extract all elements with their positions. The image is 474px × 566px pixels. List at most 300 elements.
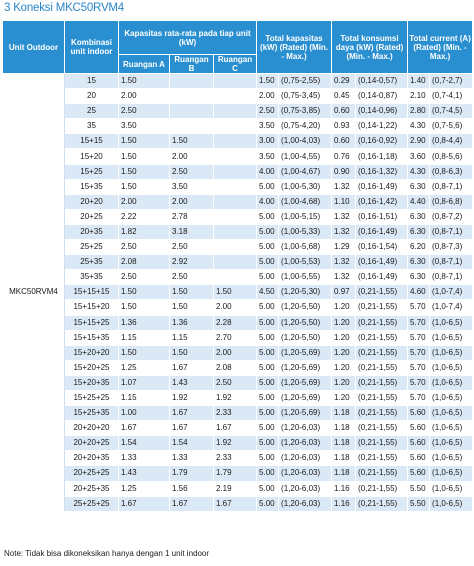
table-row — [3, 315, 473, 330]
cell-konsumsi-rated: 1.20 — [332, 300, 356, 315]
cell-current-range: (1,0-7,4) — [430, 300, 473, 315]
cell-total-kapasitas-rated: 5.00 — [257, 300, 279, 315]
cell-ruangan-b — [170, 74, 214, 89]
cell-total-kapasitas-range: (1,20-5,69) — [279, 390, 332, 405]
cell-total-kapasitas-range: (0,75-3,85) — [279, 104, 332, 119]
cell-konsumsi-range: (0,14-0,96) — [356, 104, 408, 119]
cell-ruangan-c: 1.92 — [214, 390, 257, 405]
cell-ruangan-a: 1.50 — [119, 164, 170, 179]
cell-kombinasi: 15 — [65, 74, 119, 89]
cell-konsumsi-range: (0,21-1,55) — [356, 375, 408, 390]
cell-ruangan-c: 2.28 — [214, 315, 257, 330]
cell-total-kapasitas-rated: 5.00 — [257, 315, 279, 330]
cell-ruangan-c: 2.08 — [214, 360, 257, 375]
cell-kombinasi: 35 — [65, 119, 119, 134]
cell-total-kapasitas-rated: 1.50 — [257, 74, 279, 89]
cell-ruangan-c: 1.67 — [214, 421, 257, 436]
cell-total-kapasitas-rated: 5.00 — [257, 360, 279, 375]
cell-kombinasi: 15+25 — [65, 164, 119, 179]
cell-konsumsi-range: (0,16-1,18) — [356, 149, 408, 164]
cell-current-range: (1,0-6,5) — [430, 421, 473, 436]
cell-total-kapasitas-range: (1,00-4,55) — [279, 149, 332, 164]
cell-ruangan-c: 1.67 — [214, 496, 257, 511]
cell-kombinasi: 25+25 — [65, 240, 119, 255]
table-body — [3, 74, 473, 512]
cell-total-kapasitas-range: (1,20-6,03) — [279, 481, 332, 496]
cell-konsumsi-rated: 0.60 — [332, 134, 356, 149]
cell-total-kapasitas-range: (1,00-5,68) — [279, 240, 332, 255]
cell-konsumsi-rated: 1.18 — [332, 436, 356, 451]
cell-current-range: (0,8-5,6) — [430, 149, 473, 164]
cell-total-kapasitas-rated: 5.00 — [257, 345, 279, 360]
cell-ruangan-a: 2.00 — [119, 194, 170, 209]
cell-total-kapasitas-rated: 2.50 — [257, 104, 279, 119]
cell-konsumsi-range: (0,16-1,49) — [356, 255, 408, 270]
cell-ruangan-c — [214, 134, 257, 149]
cell-total-kapasitas-range: (1,20-5,50) — [279, 330, 332, 345]
cell-ruangan-c — [214, 74, 257, 89]
cell-konsumsi-range: (0,16-1,42) — [356, 194, 408, 209]
cell-total-kapasitas-rated: 5.00 — [257, 270, 279, 285]
cell-ruangan-a: 1.67 — [119, 421, 170, 436]
cell-ruangan-a: 3.50 — [119, 119, 170, 134]
cell-kombinasi: 15+25+35 — [65, 406, 119, 421]
cell-konsumsi-rated: 0.60 — [332, 104, 356, 119]
cell-ruangan-c: 2.50 — [214, 375, 257, 390]
cell-current-range: (0,8-7,2) — [430, 209, 473, 224]
cell-ruangan-a: 1.07 — [119, 375, 170, 390]
cell-kombinasi: 15+15 — [65, 134, 119, 149]
cell-total-kapasitas-range: (1,20-5,69) — [279, 375, 332, 390]
cell-ruangan-c — [214, 240, 257, 255]
cell-konsumsi-range: (0,16-1,49) — [356, 270, 408, 285]
table-row — [3, 300, 473, 315]
cell-current-rated: 5.60 — [408, 466, 430, 481]
table-row — [3, 240, 473, 255]
cell-kombinasi: 15+20+35 — [65, 375, 119, 390]
table-row — [3, 496, 473, 511]
page-title: 3 Koneksi MKC50RVM4 — [4, 2, 124, 14]
cell-ruangan-b: 1.36 — [170, 315, 214, 330]
cell-total-kapasitas-rated: 5.00 — [257, 451, 279, 466]
cell-konsumsi-rated: 1.32 — [332, 209, 356, 224]
cell-kombinasi: 20+20 — [65, 194, 119, 209]
cell-konsumsi-rated: 0.29 — [332, 74, 356, 89]
cell-total-kapasitas-rated: 4.00 — [257, 164, 279, 179]
cell-current-rated: 5.70 — [408, 360, 430, 375]
cell-total-kapasitas-range: (1,00-5,33) — [279, 224, 332, 239]
cell-ruangan-b: 2.92 — [170, 255, 214, 270]
cell-ruangan-b — [170, 104, 214, 119]
cell-ruangan-c: 1.92 — [214, 436, 257, 451]
cell-konsumsi-rated: 1.32 — [332, 179, 356, 194]
cell-kombinasi: 15+20+25 — [65, 360, 119, 375]
cell-ruangan-b: 2.50 — [170, 164, 214, 179]
cell-kombinasi: 20+20+35 — [65, 451, 119, 466]
cell-current-range: (0,8-7,1) — [430, 255, 473, 270]
cell-konsumsi-range: (0,21-1,55) — [356, 285, 408, 300]
cell-total-kapasitas-range: (1,00-5,55) — [279, 270, 332, 285]
table-row — [3, 134, 473, 149]
cell-current-range: (0,8-7,3) — [430, 240, 473, 255]
cell-current-rated: 1.40 — [408, 74, 430, 89]
table-row — [3, 164, 473, 179]
cell-total-kapasitas-rated: 5.00 — [257, 375, 279, 390]
cell-ruangan-c — [214, 104, 257, 119]
cell-konsumsi-rated: 1.32 — [332, 224, 356, 239]
header-kombinasi: Kombinasi unit indoor — [65, 21, 119, 74]
cell-ruangan-c: 2.00 — [214, 300, 257, 315]
header-ruangan-b: Ruangan B — [170, 55, 214, 74]
cell-ruangan-a: 1.50 — [119, 134, 170, 149]
cell-current-range: (0,8-7,1) — [430, 270, 473, 285]
cell-ruangan-b: 1.67 — [170, 496, 214, 511]
cell-konsumsi-range: (0,21-1,55) — [356, 330, 408, 345]
cell-total-kapasitas-range: (1,20-5,50) — [279, 300, 332, 315]
cell-konsumsi-range: (0,14-0,87) — [356, 89, 408, 104]
cell-current-rated: 5.60 — [408, 436, 430, 451]
cell-current-range: (0,7-4,1) — [430, 89, 473, 104]
cell-ruangan-a: 1.33 — [119, 451, 170, 466]
cell-current-range: (1,0-6,5) — [430, 481, 473, 496]
table-row — [3, 179, 473, 194]
cell-ruangan-a: 2.50 — [119, 104, 170, 119]
cell-konsumsi-range: (0,16-1,32) — [356, 164, 408, 179]
cell-current-rated: 5.70 — [408, 315, 430, 330]
cell-konsumsi-rated: 0.93 — [332, 119, 356, 134]
cell-konsumsi-range: (0,16-1,49) — [356, 224, 408, 239]
cell-ruangan-c: 2.33 — [214, 406, 257, 421]
cell-kombinasi: 20+35 — [65, 224, 119, 239]
cell-total-kapasitas-rated: 5.00 — [257, 421, 279, 436]
cell-ruangan-c — [214, 179, 257, 194]
cell-current-rated: 4.40 — [408, 194, 430, 209]
cell-konsumsi-rated: 1.10 — [332, 194, 356, 209]
cell-current-range: (1,0-6,5) — [430, 451, 473, 466]
cell-ruangan-b: 2.50 — [170, 270, 214, 285]
cell-total-kapasitas-range: (1,20-6,03) — [279, 466, 332, 481]
cell-current-range: (1,0-6,5) — [430, 436, 473, 451]
cell-total-kapasitas-rated: 3.00 — [257, 134, 279, 149]
cell-kombinasi: 15+20+20 — [65, 345, 119, 360]
cell-konsumsi-rated: 0.97 — [332, 285, 356, 300]
header-total-kapasitas: Total kapasitas (kW) (Rated) (Min. - Max.) — [257, 21, 332, 74]
cell-kombinasi: 25 — [65, 104, 119, 119]
cell-kombinasi: 15+15+35 — [65, 330, 119, 345]
cell-ruangan-a: 2.50 — [119, 240, 170, 255]
cell-current-range: (1,0-6,5) — [430, 496, 473, 511]
cell-ruangan-b: 1.54 — [170, 436, 214, 451]
cell-current-range: (1,0-6,5) — [430, 330, 473, 345]
cell-current-rated: 5.60 — [408, 406, 430, 421]
cell-total-kapasitas-rated: 5.00 — [257, 436, 279, 451]
cell-konsumsi-range: (0,14-1,22) — [356, 119, 408, 134]
cell-current-range: (1,0-6,5) — [430, 360, 473, 375]
table-row — [3, 360, 473, 375]
cell-total-kapasitas-rated: 5.00 — [257, 330, 279, 345]
cell-total-kapasitas-rated: 5.00 — [257, 481, 279, 496]
table-row — [3, 224, 473, 239]
cell-kombinasi: 15+20 — [65, 149, 119, 164]
table-row — [3, 390, 473, 405]
cell-ruangan-a: 1.15 — [119, 330, 170, 345]
cell-total-kapasitas-range: (1,00-5,53) — [279, 255, 332, 270]
cell-total-kapasitas-rated: 4.00 — [257, 194, 279, 209]
cell-kombinasi: 20 — [65, 89, 119, 104]
cell-ruangan-b — [170, 119, 214, 134]
cell-ruangan-a: 1.50 — [119, 179, 170, 194]
cell-kombinasi: 15+35 — [65, 179, 119, 194]
cell-konsumsi-rated: 1.16 — [332, 481, 356, 496]
table-row — [3, 406, 473, 421]
cell-current-rated: 2.80 — [408, 104, 430, 119]
cell-ruangan-b: 2.78 — [170, 209, 214, 224]
cell-total-kapasitas-range: (1,20-6,03) — [279, 421, 332, 436]
header-unit-outdoor: Unit Outdoor — [3, 21, 65, 74]
cell-konsumsi-range: (0,21-1,55) — [356, 451, 408, 466]
cell-current-rated: 3.60 — [408, 149, 430, 164]
cell-current-rated: 6.30 — [408, 255, 430, 270]
cell-total-kapasitas-rated: 5.00 — [257, 496, 279, 511]
cell-current-range: (1,0-7,4) — [430, 285, 473, 300]
cell-konsumsi-range: (0,21-1,55) — [356, 496, 408, 511]
cell-total-kapasitas-rated: 3.50 — [257, 119, 279, 134]
cell-current-range: (1,0-6,5) — [430, 375, 473, 390]
cell-current-rated: 5.70 — [408, 390, 430, 405]
cell-kombinasi: 15+15+25 — [65, 315, 119, 330]
cell-konsumsi-range: (0,21-1,55) — [356, 481, 408, 496]
cell-current-range: (0,7-4,5) — [430, 104, 473, 119]
cell-konsumsi-rated: 1.32 — [332, 270, 356, 285]
cell-konsumsi-rated: 1.18 — [332, 406, 356, 421]
cell-total-kapasitas-range: (1,20-6,03) — [279, 436, 332, 451]
cell-ruangan-c — [214, 224, 257, 239]
cell-total-kapasitas-range: (0,75-2,55) — [279, 74, 332, 89]
table-row — [3, 451, 473, 466]
cell-konsumsi-rated: 1.18 — [332, 466, 356, 481]
cell-total-kapasitas-range: (1,00-5,15) — [279, 209, 332, 224]
cell-ruangan-c — [214, 164, 257, 179]
cell-konsumsi-range: (0,16-1,49) — [356, 179, 408, 194]
cell-konsumsi-rated: 0.45 — [332, 89, 356, 104]
cell-current-range: (0,7-2,7) — [430, 74, 473, 89]
cell-current-range: (1,0-6,5) — [430, 406, 473, 421]
cell-ruangan-a: 1.00 — [119, 406, 170, 421]
cell-ruangan-b: 2.00 — [170, 194, 214, 209]
cell-kombinasi: 15+25+25 — [65, 390, 119, 405]
cell-ruangan-b: 1.67 — [170, 421, 214, 436]
footnote: Note: Tidak bisa dikoneksikan hanya dengan 1 unit indoor — [4, 549, 210, 558]
cell-konsumsi-range: (0,21-1,55) — [356, 466, 408, 481]
cell-kombinasi: 25+25+25 — [65, 496, 119, 511]
cell-ruangan-a: 2.22 — [119, 209, 170, 224]
cell-current-rated: 6.30 — [408, 179, 430, 194]
cell-ruangan-b: 1.56 — [170, 481, 214, 496]
cell-current-rated: 5.70 — [408, 330, 430, 345]
cell-current-rated: 6.30 — [408, 270, 430, 285]
cell-ruangan-a: 1.54 — [119, 436, 170, 451]
cell-ruangan-a: 2.00 — [119, 89, 170, 104]
header-total-current: Total current (A) (Rated) (Min. - Max.) — [408, 21, 473, 74]
cell-total-kapasitas-rated: 5.00 — [257, 466, 279, 481]
cell-ruangan-b: 3.50 — [170, 179, 214, 194]
cell-current-rated: 5.70 — [408, 375, 430, 390]
cell-ruangan-c: 1.50 — [214, 285, 257, 300]
cell-kombinasi: 20+20+25 — [65, 436, 119, 451]
cell-ruangan-a: 1.15 — [119, 390, 170, 405]
header-kapasitas-rata: Kapasitas rata-rata pada tiap unit (kW) — [119, 21, 257, 55]
cell-total-kapasitas-range: (1,00-4,03) — [279, 134, 332, 149]
cell-total-kapasitas-rated: 5.00 — [257, 224, 279, 239]
cell-konsumsi-rated: 1.20 — [332, 345, 356, 360]
cell-konsumsi-rated: 1.20 — [332, 390, 356, 405]
cell-konsumsi-range: (0,21-1,55) — [356, 345, 408, 360]
cell-ruangan-a: 1.50 — [119, 345, 170, 360]
cell-current-range: (1,0-6,5) — [430, 345, 473, 360]
cell-konsumsi-rated: 1.20 — [332, 315, 356, 330]
cell-total-kapasitas-range: (1,20-5,30) — [279, 285, 332, 300]
cell-ruangan-b: 1.33 — [170, 451, 214, 466]
cell-ruangan-b: 1.15 — [170, 330, 214, 345]
cell-current-range: (0,8-6,8) — [430, 194, 473, 209]
cell-total-kapasitas-rated: 5.00 — [257, 255, 279, 270]
cell-current-rated: 4.30 — [408, 119, 430, 134]
cell-total-kapasitas-rated: 2.00 — [257, 89, 279, 104]
cell-total-kapasitas-rated: 5.00 — [257, 209, 279, 224]
cell-current-rated: 4.30 — [408, 164, 430, 179]
cell-konsumsi-range: (0,16-1,51) — [356, 209, 408, 224]
cell-ruangan-c — [214, 194, 257, 209]
connection-spec-table — [2, 20, 473, 512]
cell-total-kapasitas-rated: 5.00 — [257, 240, 279, 255]
cell-current-rated: 2.90 — [408, 134, 430, 149]
cell-current-range: (0,8-6,3) — [430, 164, 473, 179]
table-row — [3, 436, 473, 451]
cell-ruangan-b: 1.92 — [170, 390, 214, 405]
cell-ruangan-b — [170, 89, 214, 104]
cell-konsumsi-rated: 1.18 — [332, 421, 356, 436]
cell-current-rated: 2.10 — [408, 89, 430, 104]
cell-kombinasi: 25+35 — [65, 255, 119, 270]
cell-ruangan-a: 1.67 — [119, 496, 170, 511]
cell-ruangan-b: 1.43 — [170, 375, 214, 390]
cell-kombinasi: 15+15+20 — [65, 300, 119, 315]
table-row — [3, 149, 473, 164]
cell-ruangan-b: 1.50 — [170, 300, 214, 315]
cell-konsumsi-range: (0,16-0,92) — [356, 134, 408, 149]
cell-ruangan-c — [214, 270, 257, 285]
cell-ruangan-b: 2.00 — [170, 149, 214, 164]
cell-current-rated: 5.70 — [408, 345, 430, 360]
cell-current-rated: 6.30 — [408, 209, 430, 224]
cell-kombinasi: 35+35 — [65, 270, 119, 285]
cell-konsumsi-rated: 0.90 — [332, 164, 356, 179]
cell-ruangan-c — [214, 119, 257, 134]
cell-konsumsi-range: (0,21-1,55) — [356, 390, 408, 405]
table-row — [3, 194, 473, 209]
cell-current-rated: 5.60 — [408, 451, 430, 466]
table-row — [3, 270, 473, 285]
cell-current-rated: 5.70 — [408, 300, 430, 315]
table-row — [3, 481, 473, 496]
table-row — [3, 466, 473, 481]
cell-konsumsi-range: (0,14-0,57) — [356, 74, 408, 89]
cell-ruangan-b: 2.50 — [170, 240, 214, 255]
cell-ruangan-a: 1.43 — [119, 466, 170, 481]
table-row — [3, 330, 473, 345]
cell-ruangan-a: 1.50 — [119, 149, 170, 164]
table-row — [3, 345, 473, 360]
cell-konsumsi-rated: 1.18 — [332, 451, 356, 466]
cell-ruangan-b: 1.67 — [170, 360, 214, 375]
table-row — [3, 119, 473, 134]
cell-kombinasi: 20+25+25 — [65, 466, 119, 481]
cell-kombinasi: 20+20+20 — [65, 421, 119, 436]
cell-konsumsi-range: (0,16-1,54) — [356, 240, 408, 255]
cell-total-kapasitas-rated: 5.00 — [257, 390, 279, 405]
cell-current-rated: 4.60 — [408, 285, 430, 300]
table-row — [3, 104, 473, 119]
cell-current-rated: 6.30 — [408, 224, 430, 239]
table-row — [3, 375, 473, 390]
cell-ruangan-c: 2.19 — [214, 481, 257, 496]
cell-current-range: (1,0-6,5) — [430, 466, 473, 481]
cell-total-kapasitas-range: (0,75-3,45) — [279, 89, 332, 104]
cell-total-kapasitas-range: (1,00-4,67) — [279, 164, 332, 179]
cell-ruangan-a: 1.50 — [119, 285, 170, 300]
cell-total-kapasitas-range: (1,20-5,69) — [279, 360, 332, 375]
cell-ruangan-b: 1.67 — [170, 406, 214, 421]
cell-konsumsi-range: (0,21-1,55) — [356, 300, 408, 315]
cell-ruangan-c: 1.79 — [214, 466, 257, 481]
cell-current-range: (0,8-7,1) — [430, 179, 473, 194]
cell-current-rated: 5.60 — [408, 421, 430, 436]
table-row — [3, 89, 473, 104]
cell-konsumsi-rated: 1.32 — [332, 255, 356, 270]
cell-konsumsi-rated: 1.20 — [332, 330, 356, 345]
cell-kombinasi: 15+15+15 — [65, 285, 119, 300]
header-ruangan-c: Ruangan C — [214, 55, 257, 74]
table-row — [3, 255, 473, 270]
cell-total-kapasitas-range: (1,20-5,69) — [279, 345, 332, 360]
cell-konsumsi-rated: 1.16 — [332, 496, 356, 511]
cell-current-range: (0,7-5,6) — [430, 119, 473, 134]
cell-current-range: (0,8-4,4) — [430, 134, 473, 149]
cell-current-range: (1,0-6,5) — [430, 390, 473, 405]
cell-ruangan-a: 2.08 — [119, 255, 170, 270]
cell-ruangan-a: 2.50 — [119, 270, 170, 285]
cell-ruangan-b: 1.50 — [170, 345, 214, 360]
cell-ruangan-c — [214, 149, 257, 164]
cell-konsumsi-rated: 1.20 — [332, 360, 356, 375]
table-row — [3, 285, 473, 300]
cell-ruangan-c — [214, 255, 257, 270]
cell-ruangan-c: 2.00 — [214, 345, 257, 360]
cell-ruangan-c — [214, 209, 257, 224]
table-row — [3, 209, 473, 224]
cell-ruangan-c: 2.70 — [214, 330, 257, 345]
cell-konsumsi-rated: 0.76 — [332, 149, 356, 164]
cell-kombinasi: 20+25 — [65, 209, 119, 224]
cell-konsumsi-rated: 1.29 — [332, 240, 356, 255]
header-total-konsumsi: Total konsumsi daya (kW) (Rated) (Min. - Max.) — [332, 21, 408, 74]
cell-total-kapasitas-range: (1,20-6,03) — [279, 451, 332, 466]
cell-ruangan-b: 3.18 — [170, 224, 214, 239]
header-ruangan-a: Ruangan A — [119, 55, 170, 74]
table-row — [3, 74, 473, 89]
cell-konsumsi-range: (0,21-1,55) — [356, 315, 408, 330]
cell-total-kapasitas-range: (1,20-5,50) — [279, 315, 332, 330]
